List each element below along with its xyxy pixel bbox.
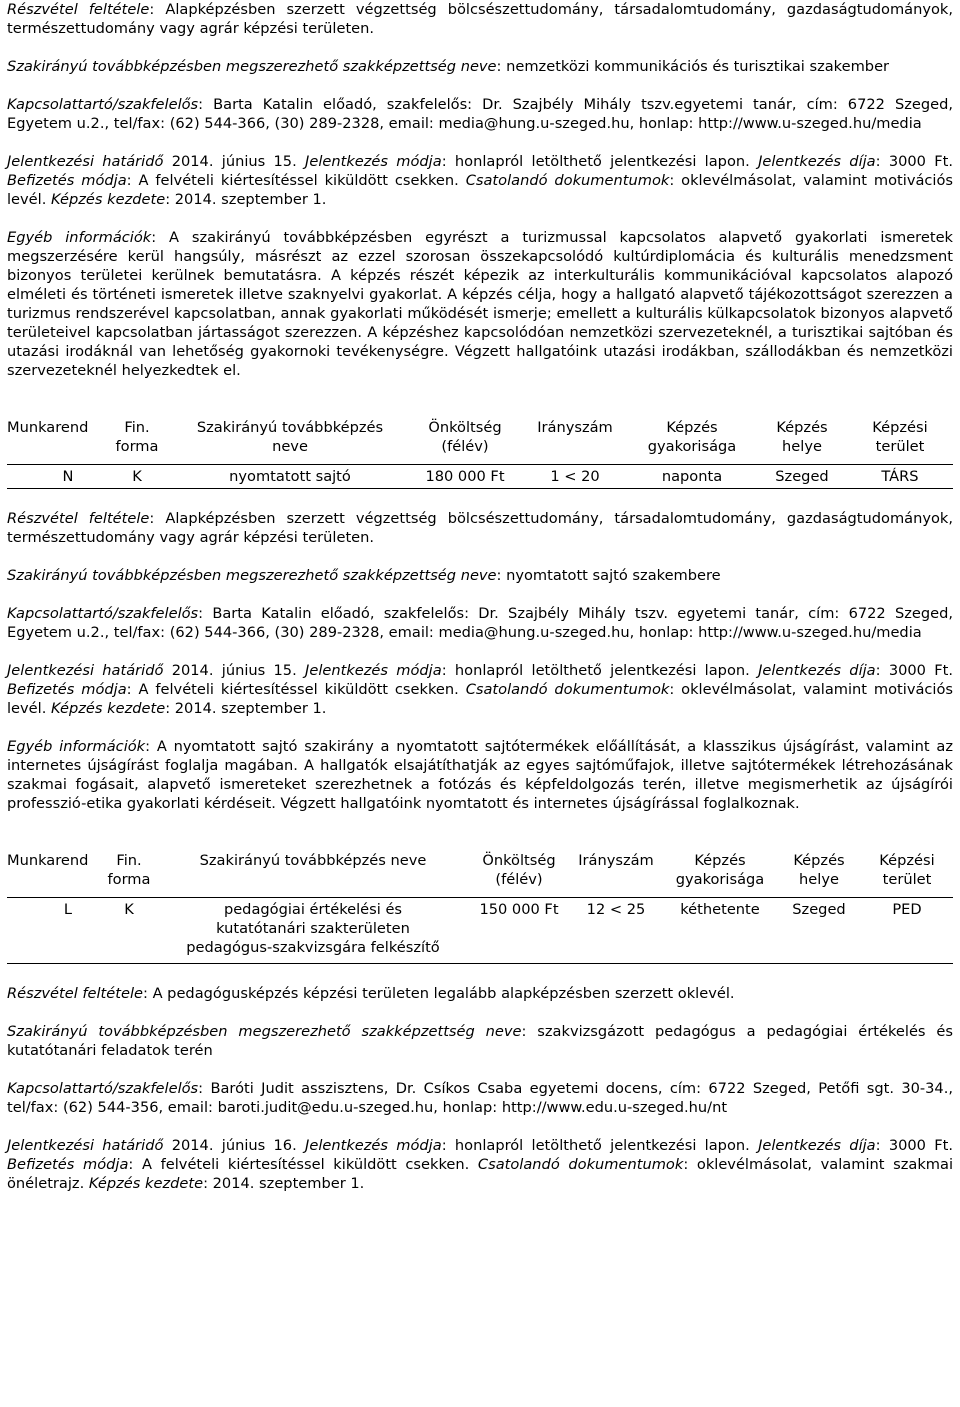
s1-kapcsolattarto: Kapcsolattartó/szakfelelős: Barta Katalin előadó, szakfelelős: Dr. Szajbély Mihály tszv.egyetemi tanár, cím: 6722 Szeged, Egyetem u.2., tel/fax: (62) 544-366, (30) 289-2328, email: media@hung.u-szeged.hu, honlap: http://www.u-szeged.hu/media [7, 96, 953, 132]
table-header-row [7, 418, 953, 465]
s2-reszvetel-feltetele: Részvétel feltétele: Alapképzésben szerzett végzettség bölcsészettudomány, társadalomtudomány, gazdaságtudományok, természettudomány vagy agrár képzési területen. [7, 510, 954, 546]
th-terulet: Képzési terület [847, 418, 953, 465]
cell-helye: Szeged [792, 901, 846, 918]
s1-reszvetel-feltetele: Részvétel feltétele: Alapképzésben szerzett végzettség bölcsészettudomány, társadalomtudomány, gazdaságtudományok, természettudomány vagy agrár képzési területen. [7, 1, 954, 37]
cell-munkarend: N [62, 468, 74, 485]
cell-iranyszam: 12 < 25 [586, 901, 646, 918]
s2-egyeb-informaciok: Egyéb információk: A nyomtatott sajtó szakirány a nyomtatott sajtótermékek előállítását, a klasszikus újságírást, valamint az internetes újságírást foglalja magában. A hallgatók elsajátíthatják az egyes sajtóműfajok, illetve sajtótermékek létrehozásának szakmai fogásait, alapvető ismereteket szerezhetnek a fotózás és képfeldolgozás terén, illetve megismerhetik az újságírói professzió-etika gyakorlati kérdéseit. Végzett hallgatóink nyomtatott és internetes újságírással foglalkoznak. [7, 738, 954, 812]
cell-onkoltseg: 180 000 Ft [425, 468, 505, 485]
cell-gyakorisag: naponta [661, 468, 723, 485]
s3-kapcsolattarto: Kapcsolattartó/szakfelelős: Baróti Judit asszisztens, Dr. Csíkos Csaba egyetemi docens, cím: 6722 Szeged, Petőfi sgt. 30-34., tel/fax: (62) 544-356, email: baroti.judit@edu.u-szeged.hu, honlap: http://www.edu.u-szeged.hu/nt [7, 1080, 953, 1116]
table-row [7, 898, 953, 964]
s1-szakkepzettseg: Szakirányú továbbképzésben megszerezhető szakképzettség neve: nemzetközi kommunikációs és turisztikai szakember [7, 58, 890, 75]
th-munkarend: Munkarend [7, 418, 101, 465]
cell-munkarend: L [63, 901, 73, 918]
cell-terulet: PED [892, 901, 922, 918]
th-gyakorisag: Képzés gyakorisága [627, 418, 757, 465]
s3-jelentkezes: Jelentkezési határidő 2014. június 16. Jelentkezés módja: honlapról letölthető jelentkezési lapon. Jelentkezés díja: 3000 Ft. Befizetés módja: A felvételi kiértesítéssel kiküldött csekken. Csatolandó dokumentumok: oklevélmásolat, valamint szakmai önéletrajz. Képzés kezdete: 2014. szeptember 1. [7, 1137, 954, 1192]
th-helye: Képzés helye [777, 851, 861, 898]
cell-neve: pedagógiai értékelési és kutatótanári szakterületen pedagógus-szakvizsgára felkészítő [186, 901, 440, 956]
table-row [7, 465, 953, 489]
cell-fin: K [124, 901, 134, 918]
s2-jelentkezes: Jelentkezési határidő 2014. június 15. Jelentkezés módja: honlapról letölthető jelentkezési lapon. Jelentkezés díja: 3000 Ft. Befizetés módja: A felvételi kiértesítéssel kiküldött csekken. Csatolandó dokumentumok: oklevélmásolat, valamint motivációs levél. Képzés kezdete: 2014. szeptember 1. [7, 662, 954, 717]
th-munkarend: Munkarend [7, 851, 101, 898]
table-header-row [7, 851, 953, 898]
th-iranyszam: Irányszám [569, 851, 663, 898]
cell-gyakorisag: kéthetente [680, 901, 760, 918]
cell-onkoltseg: 150 000 Ft [479, 901, 559, 918]
course-table-pedagogiai [7, 851, 953, 964]
th-onkoltseg: Önköltség (félév) [407, 418, 523, 465]
th-szakiranyu-neve: Szakirányú továbbképzés neve [157, 851, 469, 898]
th-gyakorisag: Képzés gyakorisága [663, 851, 777, 898]
s3-reszvetel-feltetele: Részvétel feltétele: A pedagógusképzés képzési területen legalább alapképzésben szerzett oklevél. [7, 985, 735, 1002]
s1-egyeb-informaciok: Egyéb információk: A szakirányú továbbképzésben egyrészt a turizmussal kapcsolatos alapvető gyakorlati ismeretek megszerzésére kerül hangsúly, másrészt az ezzel szorosan összekapcsolódó kultúrdiplomácia és kulturális menedzsment bizonyos területei kerülnek bemutatásra. A képzés részét képezik az interkulturális kommunikációval kapcsolatos alapozó elméleti és történeti ismeretek illetve szaknyelvi gyakorlat. A képzés célja, hogy a hallgató alapvető tájékozottságot szerezzen a turizmus rendszerével kapcsolatban, annak gyakorlati működését ismerje; emellett a kulturális külkapcsolatok bizonyos alapvető területeivel kapcsolatban jártasságot szerezzen. A képzéshez kapcsolódóan nemzetközi szervezeteknél, a turisztikai sajtóban és utazási irodáknál van lehetőség gyakornoki tevékenységre. Végzett hallgatóink utazási irodákban, szállodákban és nemzetközi szervezeteknél helyezkedtek el. [7, 229, 953, 379]
th-onkoltseg: Önköltség (félév) [469, 851, 569, 898]
th-fin-forma: Fin. forma [101, 418, 173, 465]
s2-kapcsolattarto: Kapcsolattartó/szakfelelős: Barta Katalin előadó, szakfelelős: Dr. Szajbély Mihály tszv. egyetemi tanár, cím: 6722 Szeged, Egyetem u.2., tel/fax: (62) 544-366, (30) 289-2328, email: media@hung.u-szeged.hu, honlap: http://www.u-szeged.hu/media [7, 605, 953, 641]
th-iranyszam: Irányszám [523, 418, 627, 465]
cell-neve: nyomtatott sajtó [229, 468, 351, 485]
s1-jelentkezes: Jelentkezési határidő 2014. június 15. Jelentkezés módja: honlapról letölthető jelentkezési lapon. Jelentkezés díja: 3000 Ft. Befizetés módja: A felvételi kiértesítéssel kiküldött csekken. Csatolandó dokumentumok: oklevélmásolat, valamint motivációs levél. Képzés kezdete: 2014. szeptember 1. [7, 153, 954, 208]
s2-szakkepzettseg: Szakirányú továbbképzésben megszerezhető szakképzettség neve: nyomtatott sajtó szakembere [7, 567, 721, 584]
course-table-nyomtatott-sajto [7, 418, 953, 489]
th-helye: Képzés helye [757, 418, 847, 465]
s3-szakkepzettseg: Szakirányú továbbképzésben megszerezhető szakképzettség neve: szakvizsgázott pedagógus a pedagógiai értékelés és kutatótanári feladatok terén [7, 1023, 953, 1059]
cell-iranyszam: 1 < 20 [550, 468, 600, 485]
th-fin-forma: Fin. forma [101, 851, 157, 898]
cell-helye: Szeged [775, 468, 829, 485]
cell-fin: K [132, 468, 142, 485]
th-terulet: Képzési terület [861, 851, 953, 898]
cell-terulet: TÁRS [881, 468, 919, 485]
th-szakiranyu-neve: Szakirányú továbbképzés neve [173, 418, 407, 465]
